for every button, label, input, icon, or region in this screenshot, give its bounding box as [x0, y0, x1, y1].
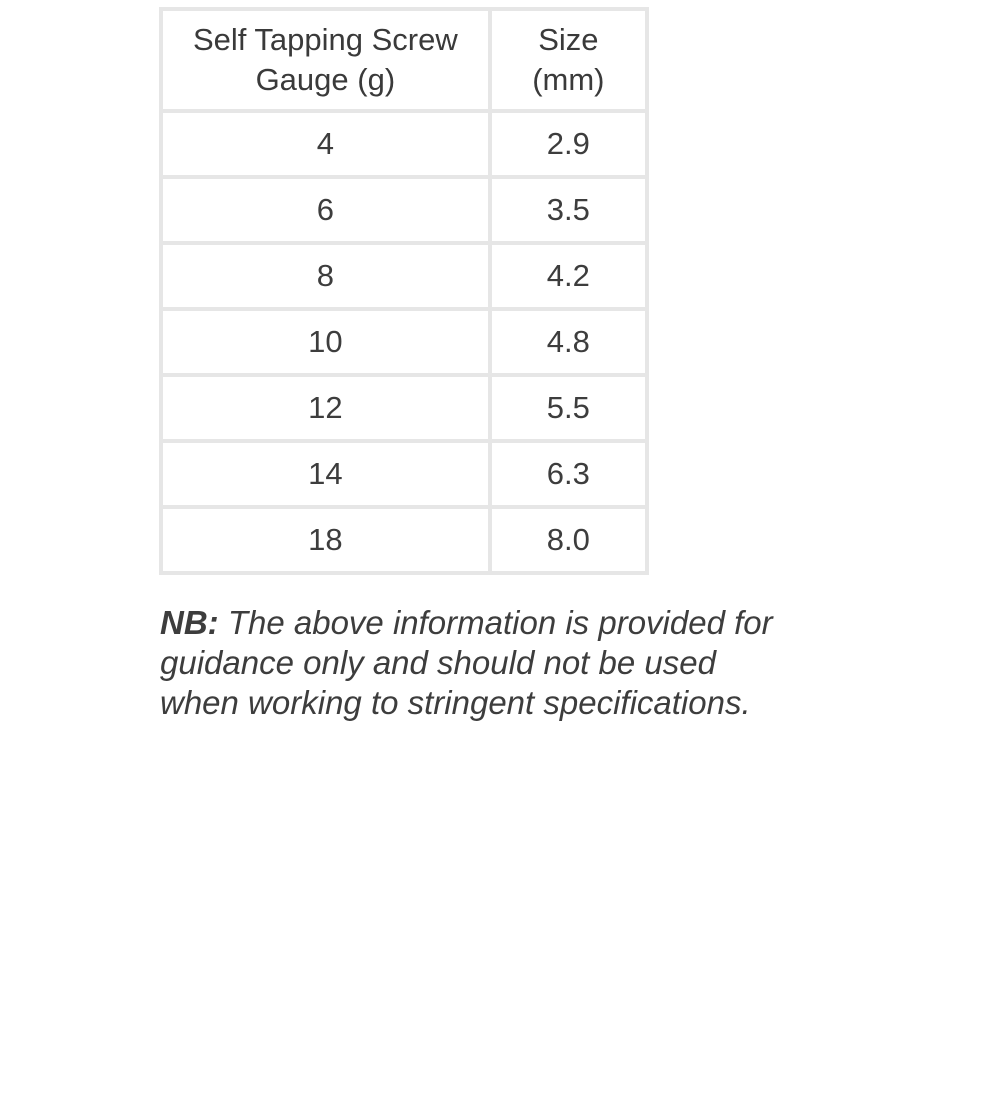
table-row [163, 509, 645, 571]
gauge-cell: 18 [163, 509, 488, 571]
size-cell: 8.0 [492, 509, 645, 571]
table-header-row [163, 11, 645, 109]
column-header-gauge-line2: Gauge (g) [255, 62, 396, 97]
gauge-cell: 12 [163, 377, 488, 439]
table-row [163, 113, 645, 175]
column-header-size [492, 11, 645, 109]
table-row [163, 311, 645, 373]
table-row [163, 245, 645, 307]
gauge-cell: 8 [163, 245, 488, 307]
size-cell: 6.3 [492, 443, 645, 505]
gauge-cell: 6 [163, 179, 488, 241]
note-text: The above information is provided for guidance only and should not be used when working to stringent specifications. [160, 604, 773, 721]
table-row [163, 443, 645, 505]
table-row [163, 377, 645, 439]
column-header-gauge [163, 11, 488, 109]
size-cell: 4.8 [492, 311, 645, 373]
column-header-size-line2: (mm) [532, 62, 605, 97]
table-row [163, 179, 645, 241]
screw-gauge-table [159, 7, 649, 575]
size-cell: 4.2 [492, 245, 645, 307]
gauge-cell: 4 [163, 113, 488, 175]
note-label: NB: [160, 604, 219, 641]
size-cell: 5.5 [492, 377, 645, 439]
column-header-size-line1: Size [538, 22, 599, 57]
column-header-gauge-line1: Self Tapping Screw [192, 22, 458, 57]
gauge-cell: 10 [163, 311, 488, 373]
gauge-cell: 14 [163, 443, 488, 505]
size-cell: 3.5 [492, 179, 645, 241]
size-cell: 2.9 [492, 113, 645, 175]
guidance-note [160, 603, 800, 723]
